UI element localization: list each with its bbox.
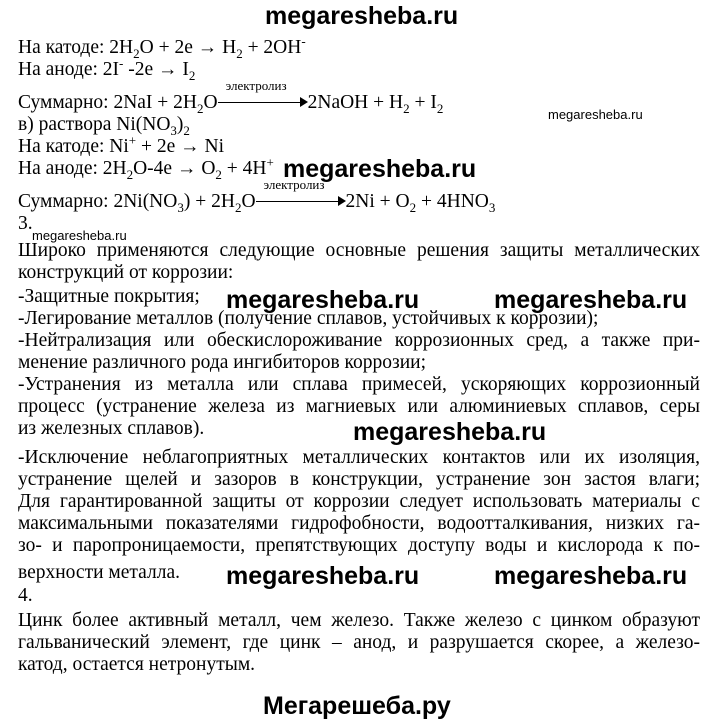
list-item: устранение щелей и зазоров в конструкции, устранение зон застоя влаги; [18, 469, 700, 490]
watermark-small-right: megaresheba.ru [548, 107, 643, 122]
anode-reaction-1: На аноде: 2I- $-2e \to I_2$ [18, 55, 196, 83]
total-reaction-1: Суммарно: $2NaI + 2H_2O$ электролиз 2NaOH + $H_2 + I_2$ [18, 78, 444, 116]
watermark-small-left: megaresheba.ru [32, 228, 127, 243]
watermark-mid-5: megaresheba.ru [226, 562, 420, 590]
total-reaction-2: Суммарно: $2Ni(NO_3) + 2H_2O$ электролиз $2Ni + O_2 + 4HNO_3$ [18, 177, 496, 215]
cathode-reaction-2: На катоде: Ni+ + 2e → Ni [18, 132, 225, 157]
list-item: процесс (устранение железа из магниевых или алюминиевых сплавов, серы [18, 396, 700, 417]
paragraph-line: зо- и паропроницаемости, препятствующих доступу воды и кислорода к по- [18, 535, 700, 556]
watermark-mid-4: megaresheba.ru [353, 418, 547, 446]
watermark-mid-1: megaresheba.ru [283, 155, 477, 183]
paragraph-line: Широко применяются следующие основные решения защиты металлических [18, 240, 700, 261]
electrolysis-arrow-1: электролиз [218, 94, 308, 108]
list-item: -Исключение неблагоприятных металлических контактов или их изоляция, [18, 447, 700, 468]
list-item: -Нейтрализация или обескислороживание коррозионных сред, а также при- [18, 330, 700, 351]
section-number-3: 3. [18, 213, 33, 234]
list-item: -Легирование металлов (получение сплавов, устойчивых к коррозии); [18, 308, 599, 329]
anode-reaction-2: На аноде: $2H_2O-4e \to O_2 + 4H^+$ [18, 154, 274, 182]
electrolysis-arrow-2: электролиз [256, 193, 346, 207]
watermark-mid-3: megaresheba.ru [494, 286, 688, 314]
cathode-reaction-1: На катоде: $2H_2O + 2e \to H_2 + 2OH^-$ [18, 33, 306, 61]
watermark-mid-6: megaresheba.ru [494, 562, 688, 590]
paragraph-line: гальванический элемент, где цинк – анод, и разрушается скорее, а железо- [18, 632, 700, 653]
paragraph-line: Цинк более активный металл, чем железо. Также железо с цинком образуют [18, 610, 700, 631]
list-item: -Устранения из металла или сплава примесей, ускоряющих коррозионный [18, 374, 700, 395]
paragraph-line: катод, остается нетронутым. [18, 654, 256, 675]
paragraph-line: верхности металла. [18, 562, 180, 583]
paragraph-line: конструкций от коррозии: [18, 262, 234, 283]
list-item: менение различного рода ингибиторов коррозии; [18, 352, 427, 373]
watermark-footer: Мегарешеба.ру [263, 692, 451, 720]
paragraph-line: Для гарантированной защиты от коррозии следует использовать материалы с [18, 491, 700, 512]
watermark-top: megaresheba.ru [265, 2, 459, 30]
list-item: из железных сплавов). [18, 418, 205, 439]
watermark-mid-2: megaresheba.ru [226, 286, 420, 314]
solution-b-heading: в) раствора $Ni(NO_3)_2$ [18, 114, 190, 138]
list-item: -Защитные покрытия; [18, 286, 200, 307]
section-number-4: 4. [18, 585, 33, 606]
paragraph-line: максимальными показателями гидрофобности, водоотталкивания, низких га- [18, 513, 700, 534]
